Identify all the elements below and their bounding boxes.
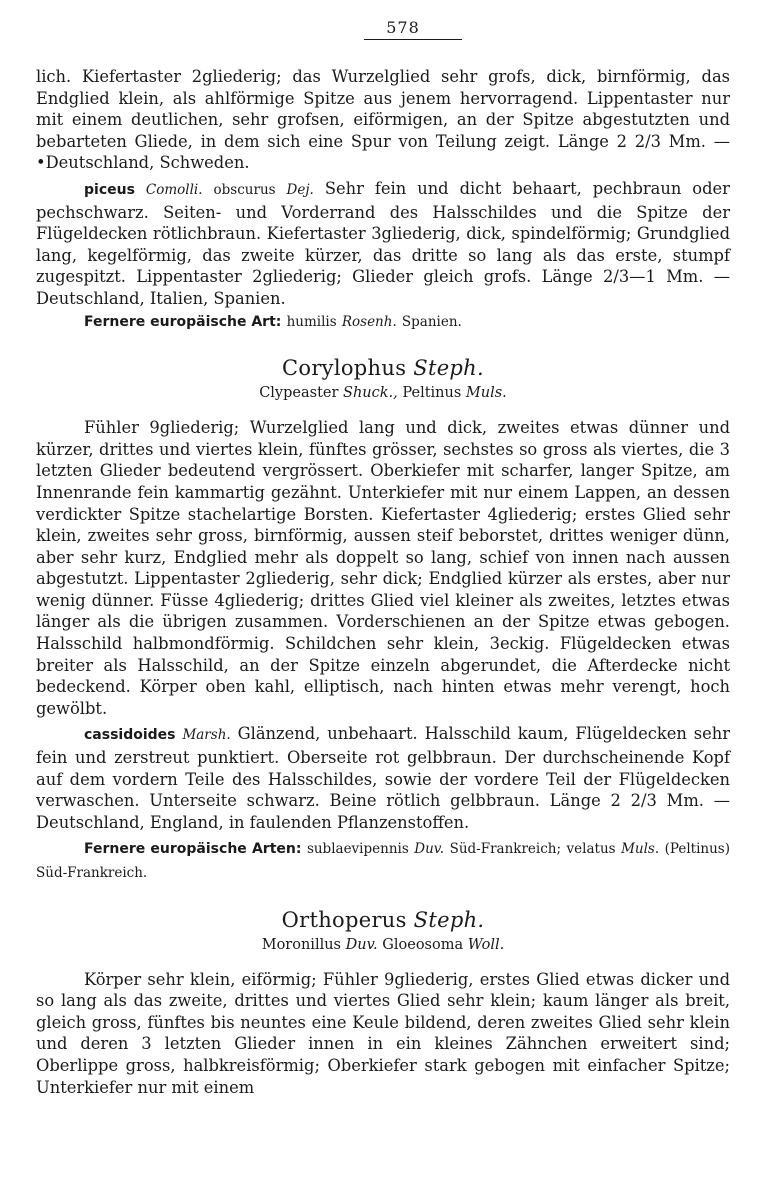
species-entry-piceus (36, 178, 730, 310)
genus-name: Orthoperus (281, 907, 407, 932)
synonym-name: Clypeaster (259, 385, 339, 402)
species-description: Glänzend, unbehaart. Halsschild kaum, Flügeldecken sehr fein und zerstreut punktiert. Oberseite rot gelbbraun. Der durchscheinende Kopf auf dem vordern Teile des Halsschildes, sowie der vordere Teil der Flügeldecken verwaschen. Unterseite schwarz. Beine rötlich gelbbraun. Länge 2 2/3 Mm. — Deutschland, England, in faulenden Pflanzenstoffen. (36, 724, 730, 832)
further-species-author: Duv. (414, 841, 445, 858)
further-species-region: Süd-Frankreich; (449, 841, 562, 858)
genus-author: Steph. (413, 356, 484, 381)
species-name: cassidoides (84, 727, 176, 744)
synonym-author: Dej. (286, 181, 314, 198)
continued-paragraph: lich. Kiefertaster 2gliederig; das Wurzelglied sehr grofs, dick, birnförmig, das Endglied klein, als ahlförmige Spitze aus jenem hervorragend. Lippentaster nur mit einem deutlichen, sehr grofsen, eiförmigen, an der Spitze abgestutzten und bebarteten Gliede, in dem sich eine Spur von Teilung zeigt. Länge 2 2/3 Mm. —•Deutschland, Schweden. (36, 67, 730, 173)
further-species-author: Rosenh. (341, 313, 397, 330)
synonym-name: Gloeosoma (382, 936, 464, 953)
further-species-name: humilis (286, 313, 337, 330)
genus-name: Corylophus (282, 356, 407, 381)
genus-author: Steph. (413, 907, 485, 932)
genus-synonyms (36, 935, 730, 955)
page-number: 578 (386, 18, 420, 37)
further-species-note (36, 837, 730, 884)
further-species-author: Muls. (621, 841, 660, 858)
synonym-author: Woll. (467, 936, 505, 953)
genus-synonyms (36, 383, 730, 403)
further-species-label: Fernere europäische Arten: (84, 841, 302, 858)
synonym-author: Shuck., (343, 385, 398, 402)
genus-description: Körper sehr klein, eiförmig; Fühler 9gliederig, erstes Glied etwas dicker und so lang als das zweite, drittes und viertes Glied sehr klein; kaum länger als breit, gleich gross, fünftes bis neuntes eine Keule bildend, deren zweites Glied sehr klein und deren 3 letzten Glieder innen in ein kleines Zähnchen erweitert sind; Oberlippe gross, halbkreisförmig; Oberkiefer stark gebogen mit einfacher Spitze; Unterkiefer nur mit einem (36, 969, 730, 1097)
synonym-author: Muls. (465, 385, 507, 402)
further-species-name: sublaevipennis (306, 841, 409, 858)
species-description: Sehr fein und dicht behaart, pechbraun oder pechschwarz. Seiten- und Vorderrand des Halsschildes und die Spitze der Flügeldecken rötlichbraun. Kiefertaster 3gliederig, dick, spindelförmig; Grundglied lang, kegelförmig, das zweite kürzer, das dritte so lang als das erste, stumpf zugespitzt. Lippentaster 2gliederig; Glieder gleich grofs. Länge 2/3—1 Mm. — Deutschland, Italien, Spanien. (36, 178, 730, 308)
genus-description: Fühler 9gliederig; Wurzelglied lang und dick, zweites etwas dünner und kürzer, drittes und viertes klein, fünftes grösser, sechstes so gross als viertes, die 3 letzten Glieder bedeutend vergrössert. Oberkiefer mit scharfer, langer Spitze, am Innenrande fein kammartig gezähnt. Unterkiefer mit nur einem Lappen, an dessen verdickter Spitze stachelartige Borsten. Kiefertaster 4gliederig; erstes Glied sehr klein, zweites sehr gross, birnförmig, aussen steif beborstet, drittes weniger dünn, aber sehr kurz, Endglied mehr als doppelt so lang, schief von innen nach aussen abgestutzt. Lippentaster 2gliederig, sehr dick; Endglied kürzer als erstes, aber nur wenig dünner. Füsse 4gliederig; drittes Glied viel kleiner als zweites, letztes etwas länger als die übrigen zusammen. Vorderschienen an der Spitze etwas gebogen. Halsschild halbmondförmig. Schildchen sehr klein, 3eckig. Flügeldecken etwas breiter als Halsschild, an der Spitze einzeln abgerundet, die Afterdecke nicht bedeckend. Körper oben kahl, elliptisch, nach hinten etwas mehr verengt, hoch gewölbt. (36, 418, 730, 718)
further-species-region: (Peltinus) Süd-Frankreich. (36, 841, 730, 881)
synonym-author: Duv. (345, 936, 378, 953)
genus-heading-corylophus (36, 355, 730, 381)
synonym-name: obscurus (213, 181, 276, 198)
genus-heading-orthoperus (36, 907, 730, 933)
further-species-label: Fernere europäische Art: (84, 313, 282, 330)
species-entry-cassidoides (36, 723, 730, 833)
further-species-name: velatus (566, 841, 616, 858)
species-author: Comolli. (145, 181, 203, 198)
page-number-rule (364, 39, 462, 40)
synonym-name: Peltinus (402, 385, 462, 402)
species-name: piceus (84, 181, 135, 198)
further-species-note (36, 310, 730, 334)
species-author: Marsh. (182, 727, 231, 744)
further-species-region: Spanien. (401, 313, 462, 330)
synonym-name: Moronillus (261, 936, 342, 953)
book-page (36, 18, 730, 1098)
